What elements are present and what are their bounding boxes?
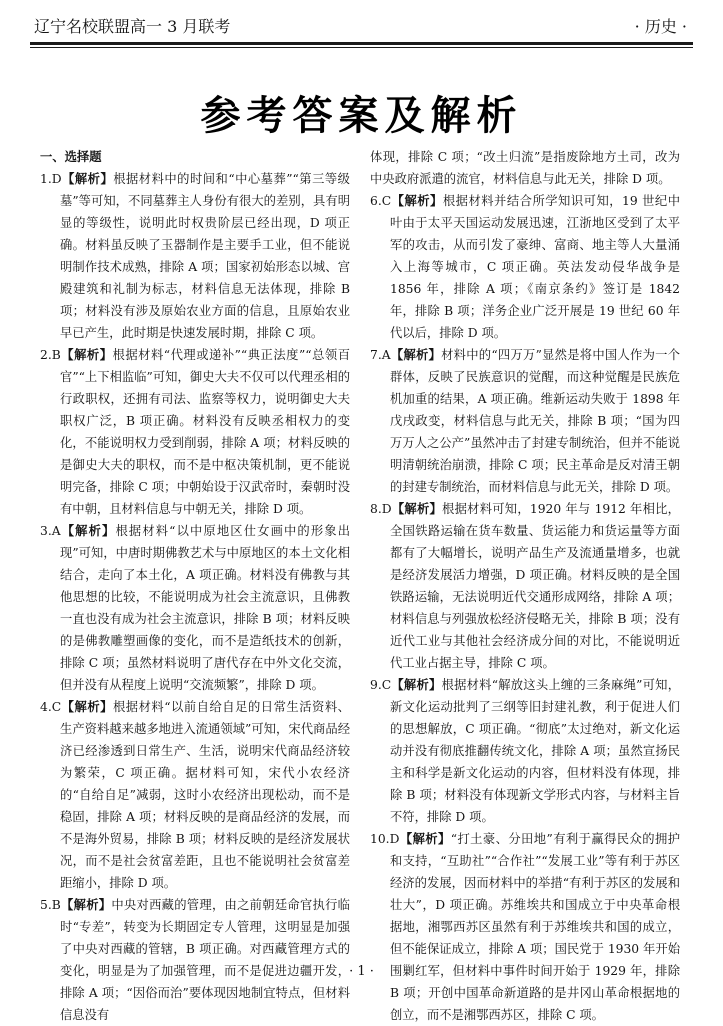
page-title: 参考答案及解析 bbox=[200, 93, 523, 139]
answer-item bbox=[40, 344, 350, 520]
analysis-text: 根据材料“解放这头上缠的三条麻绳”可知，新文化运动批判了三纲等旧封建礼教，利于促进人们的思想解放，C 项正确。“彻底”太过绝对，新文化运动并没有彻底推翻传统文化，排除 A 项；虽然宣扬民主和科学是新文化运动的内容，但材料没有体现，排除 B 项；材料没有体现新文学形式内容，与材料主旨不符，排除 D 项。 bbox=[390, 678, 680, 824]
analysis-tag: 【解析】 bbox=[399, 831, 451, 846]
answer-item bbox=[40, 696, 350, 894]
page-number: · 1 · bbox=[349, 964, 374, 979]
answer-item bbox=[370, 190, 680, 344]
answer-item bbox=[370, 828, 680, 1026]
question-number: 6. bbox=[370, 194, 382, 208]
analysis-tag: 【解析】 bbox=[391, 501, 443, 516]
answer-letter: A bbox=[51, 524, 61, 538]
answer-item bbox=[40, 894, 350, 1026]
answer-item bbox=[370, 344, 680, 498]
analysis-text: 材料中的“四万万”显然是将中国人作为一个群体，反映了民族意识的觉醒，而这种觉醒是民族危机加重的结果，A 项正确。维新运动失败于 1898 年戊戌政变，材料信息与此无关，排除 B 项；“国为四万万人之公产”虽然冲击了封建专制统治，但并不能说明清朝统治崩溃，排除 C 项；民主革命是反对清王朝的封建专制统治，而材料信息与此无关，排除 D 项。 bbox=[390, 348, 680, 494]
analysis-text: 中央对西藏的管理，由之前朝廷命官执行临时“专差”，转变为长期固定专人管理，这明显是加强了中央对西藏的管辖，B 项正确。对西藏管理方式的变化，明显是为了加强管理，而不是促进边疆开发，排除 A 项；“因俗而治”要体现因地制宜特点，但材料信息没有 bbox=[60, 898, 350, 1022]
answer-letter: C bbox=[381, 194, 392, 208]
answer-letter: D bbox=[51, 172, 62, 186]
analysis-tag: 【解析】 bbox=[391, 677, 442, 692]
answer-letter: D bbox=[381, 502, 392, 516]
analysis-tag: 【解析】 bbox=[61, 171, 114, 186]
analysis-tag: 【解析】 bbox=[60, 347, 113, 362]
answer-letter: C bbox=[51, 700, 62, 714]
answer-letter: C bbox=[381, 678, 392, 692]
answer-letter: B bbox=[51, 898, 61, 912]
answer-item bbox=[40, 168, 350, 344]
header-rule-thin bbox=[30, 47, 693, 48]
analysis-text: 根据材料“以前自给自足的日常生活资料、生产资料越来越多地进入流通领域”可知，宋代商品经济已经渗透到日常生产、生活，说明宋代商品经济较为繁荣，C 项正确。据材料可知，宋代小农经济的“自给自足”减弱，这时小农经济出现松动，而不是稳固，排除 A 项；材料反映的是商品经济的发展，而不是海外贸易，排除 B 项；材料反映的是经济发展状况，而不是社会贫富差距，且也不能说明社会贫富差距缩小，排除 D 项。 bbox=[60, 700, 350, 890]
question-number: 5. bbox=[40, 898, 52, 912]
question-number: 4. bbox=[40, 700, 52, 714]
question-number: 7. bbox=[370, 348, 382, 362]
question-number: 8. bbox=[370, 502, 382, 516]
answer-item bbox=[370, 146, 680, 190]
section-title: 一、选择题 bbox=[40, 149, 102, 164]
question-number: 3. bbox=[40, 524, 52, 538]
question-number: 2. bbox=[40, 348, 52, 362]
analysis-tag: 【解析】 bbox=[60, 897, 112, 912]
analysis-text: 根据材料可知，1920 年与 1912 年相比，全国铁路运输在货车数量、货运能力和货运量等方面都有了大幅增长，说明产品生产及流通量增多，也就是经济发展活力增强，D 项正确。材料反映的是全国铁路运输，无法说明近代交通形成网络，排除 A 项；材料信息与列强放松经济侵略无关，排除 B 项；没有近代工业与其他社会经济成分间的对比，不能说明近代工业占据主导，排除 C 项。 bbox=[390, 502, 680, 670]
answer-item bbox=[370, 498, 680, 674]
right-answer-list bbox=[370, 146, 680, 1026]
answer-letter: D bbox=[389, 832, 400, 846]
answer-letter: A bbox=[381, 348, 391, 362]
analysis-tag: 【解析】 bbox=[390, 347, 442, 362]
analysis-text: “打土豪、分田地”有利于赢得民众的拥护和支持，“互助社”“合作社”“发展工业”等有利于苏区经济的发展，因而材料中的举措“有利于苏区的发展和壮大”，D 项正确。苏维埃共和国成立于中央革命根据地，湘鄂西苏区虽然有利于苏维埃共和国的成立，但不能保证成立，排除 A 项；国民党于 1930 年开始围剿红军，但材料中事件时间开始于 1929 年，排除 B 项；开创中国革命新道路的是井冈山革命根据地的创立，而不是湘鄂西苏区，排除 C 项。 bbox=[390, 832, 680, 1022]
analysis-text: 根据材料“代理或递补”“典正法度”“总领百官”“上下相监临”可知，御史大夫不仅可以代理丞相的行政职权，还拥有司法、监察等权力，说明御史大夫职权广泛，B 项正确。材料没有反映丞相权力的变化，不能说明权力受到削弱，排除 A 项；材料反映的是御史大夫的职权，而不是中枢决策机制，更不能说明完备，排除 C 项；中朝始设于汉武帝时，秦朝时没有中朝，且材料信息与中朝无关，排除 D 项。 bbox=[60, 348, 350, 516]
analysis-tag: 【解析】 bbox=[391, 193, 443, 208]
analysis-tag: 【解析】 bbox=[61, 699, 113, 714]
answer-item bbox=[370, 674, 680, 828]
analysis-text: 体现，排除 C 项；“改土归流”是指废除地方土司，改为中央政府派遣的流官，材料信息与此无关，排除 D 项。 bbox=[370, 150, 680, 186]
header-exam-name: 辽宁名校联盟高一 3 月联考 bbox=[34, 17, 231, 36]
analysis-text: 根据材料并结合所学知识可知，19 世纪中叶由于太平天国运动发展迅速，江浙地区受到了太平军的攻击，从而引发了豪绅、富商、地主等人大量涌入上海等城市，C 项正确。英法发动侵华战争是 1856 年，排除 A 项；《南京条约》签订是 1842 年，排除 B 项；洋务企业广泛开展是 19 世纪 60 年代以后，排除 D 项。 bbox=[390, 194, 680, 340]
analysis-text: 根据材料“以中原地区仕女画中的形象出现”可知，中唐时期佛教艺术与中原地区的本土文化相结合，走向了本土化，A 项正确。材料没有佛教与其他思想的比较，不能说明成为社会主流意识，且佛教一直也没有成为社会主流意识，排除 B 项；材料反映的是佛教雕塑画像的变化，而不是造纸技术的创新，排除 C 项；虽然材料说明了唐代存在中外文化交流，但并没有从程度上说明“交流频繁”，排除 D 项。 bbox=[60, 524, 350, 692]
right-column bbox=[370, 146, 680, 1026]
left-answer-list bbox=[40, 168, 350, 1026]
header-subject: · 历史 · bbox=[634, 17, 687, 36]
answer-letter: B bbox=[51, 348, 61, 362]
question-number: 10. bbox=[370, 832, 390, 846]
answer-item bbox=[40, 520, 350, 696]
left-column bbox=[40, 146, 350, 1026]
analysis-text: 根据材料中的时间和“中心墓葬”“第三等级墓”等可知，不同墓葬主人身份有很大的差别，具有明显的等级性，说明此时权贵阶层已经出现，D 项正确。材料虽反映了玉器制作是主要手工业，但不能说明制作技术成熟，排除 A 项；国家初始形态以城、宫殿建筑和礼制为标志，材料信息无法体现，排除 B 项；材料没有涉及原始农业方面的信息，且原始农业早已产生，此时期是快速发展时期，排除 C 项。 bbox=[60, 172, 350, 340]
question-number: 1. bbox=[40, 172, 52, 186]
question-number: 9. bbox=[370, 678, 382, 692]
analysis-tag: 【解析】 bbox=[60, 523, 116, 538]
header-rule bbox=[30, 42, 693, 45]
